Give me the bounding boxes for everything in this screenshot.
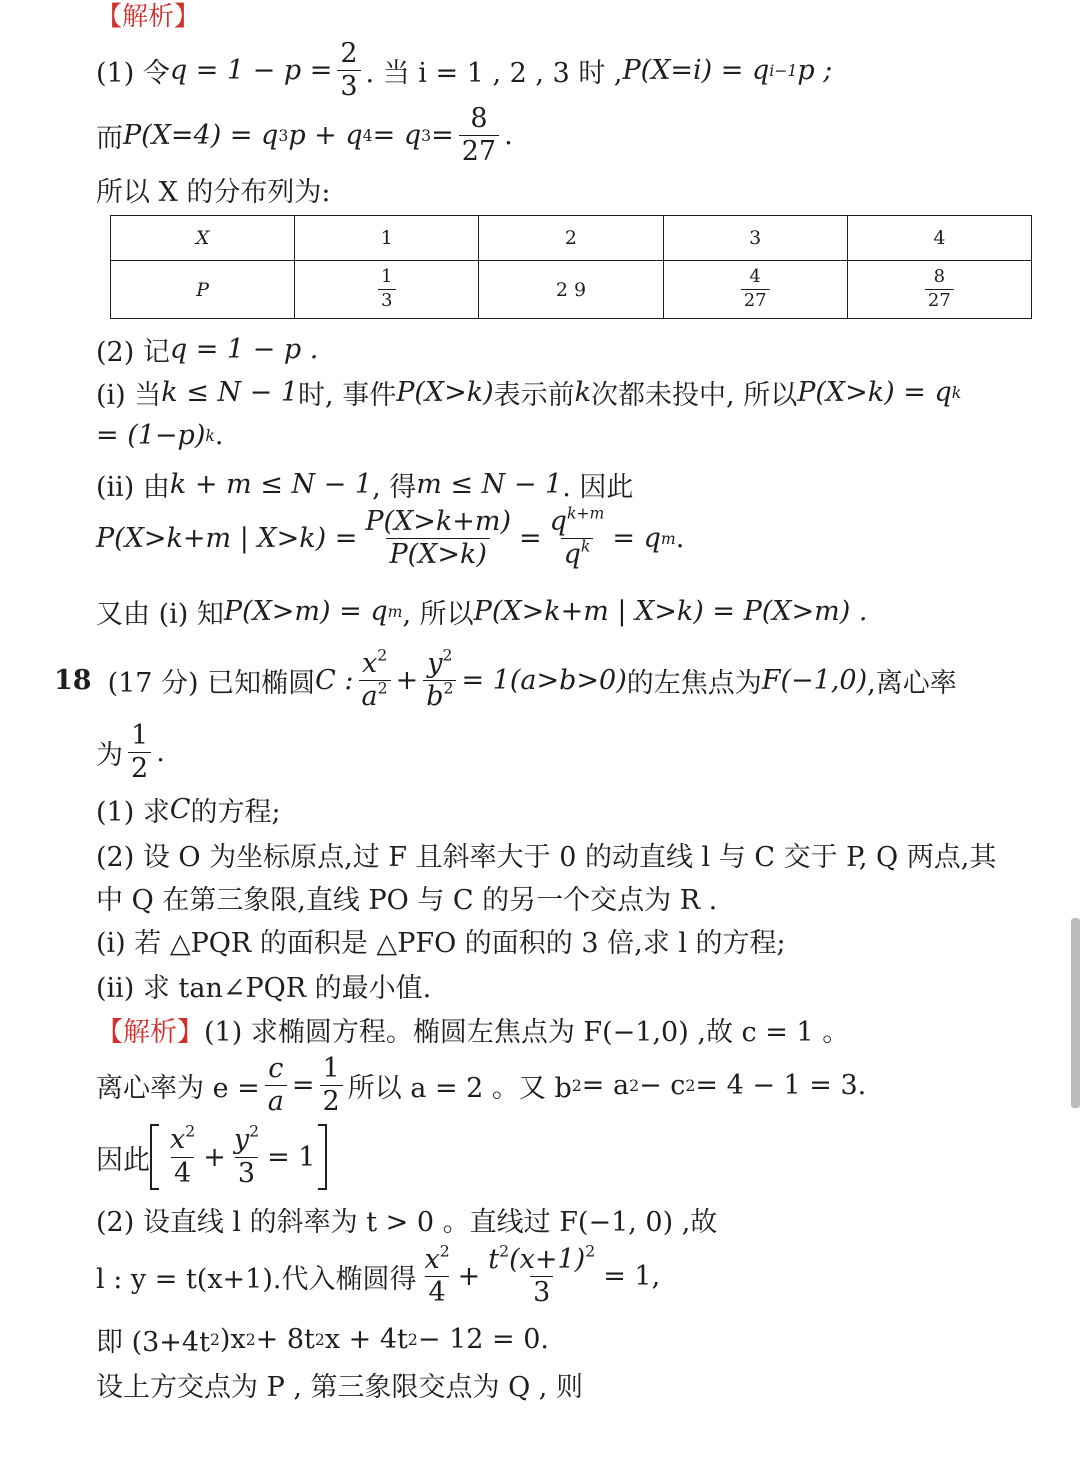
table-cell: 2 9: [479, 261, 663, 319]
scrollbar[interactable]: [1071, 918, 1080, 1108]
table-header-row: [111, 216, 1032, 261]
solution-line-7: (ii) 由 k + m ≤ N − 1 , 得 m ≤ N − 1 . 因此: [96, 469, 634, 503]
solution-18-line-7: 设上方交点为 P , 第三象限交点为 Q , 则: [96, 1372, 583, 1403]
solution-label: 【解析】: [96, 1017, 204, 1048]
left-bracket: [150, 1124, 159, 1190]
table-cell: 3: [663, 216, 847, 261]
table-cell: 4: [847, 216, 1031, 261]
solution-line-5: (i) 当 k ≤ N − 1 时, 事件 P(X>k) 表示前 k 次都未投中, 所以 P(X>k) = q k: [96, 377, 962, 411]
table-cell: $\frac{8}{27}$: [847, 261, 1031, 319]
section-label: 【解析】: [96, 2, 201, 32]
table-cell: 2: [479, 216, 663, 261]
conditional-probability-equation: P(X>k+m | X>k) = $\frac{P(X>k+m)}{P(X>k)}$ = $\frac{q^{k+m}}{q^k}$ = q m .: [96, 503, 685, 571]
fraction: $\frac{2}{3}$: [337, 40, 360, 102]
substitution-equation: l : y = t(x+1).代入椭圆得 $\frac{x^2}{4}$ + $\frac{t^2(x+1)^2}{3}$ = 1,: [96, 1241, 661, 1309]
solution-18-line-1: 【解析】 (1) 求椭圆方程。椭圆左焦点为 F(−1,0) ,故 c = 1 。: [96, 1010, 849, 1049]
solution-line-1: (1) 令 q = 1 − p = $\frac{2}{3}$ . 当 i = 1 , 2 , 3 时 , P(X=i) = q i−1 p ;: [96, 38, 833, 103]
question-18-part-1: (1) 求 C 的方程;: [96, 794, 281, 828]
question-number: 18: [54, 665, 92, 697]
table-cell: X: [111, 216, 295, 261]
solution-line-2: 而 P(X=4) = q 3 p + q 4 = q 3 = $\frac{8}{27}$ .: [96, 103, 513, 168]
table-cell: $\frac{1}{3}$: [295, 261, 479, 319]
question-18-part-2: (2) 设 O 为坐标原点,过 F 且斜率大于 0 的动直线 l 与 C 交于 P, Q 两点,其: [96, 842, 997, 873]
question-18-part-2-ii: (ii) 求 tan∠PQR 的最小值.: [96, 973, 432, 1004]
question-18-part-2-i: (i) 若 △PQR 的面积是 △PFO 的面积的 3 倍,求 l 的方程;: [96, 928, 786, 959]
solution-line-6: = (1−p) k .: [96, 420, 224, 451]
solution-18-line-4: (2) 设直线 l 的斜率为 t > 0 。直线过 F(−1, 0) ,故: [96, 1207, 718, 1238]
fraction: $\frac{8}{27}$: [459, 105, 499, 167]
quadratic-equation: 即 (3+4t 2 )x 2 + 8t 2 x + 4t 2 − 12 = 0.: [96, 1324, 549, 1358]
table-row: [111, 261, 1032, 319]
ellipse-equation-result: 因此 $\frac{x^2}{4}$ + $\frac{y^2}{3}$ = 1: [96, 1124, 327, 1190]
table-cell: 1: [295, 216, 479, 261]
distribution-table: [110, 215, 1032, 319]
solution-line-9: 又由 (i) 知 P(X>m) = q m , 所以 P(X>k+m | X>k) = P(X>m) .: [96, 596, 868, 630]
question-18-stem-cont: 为 $\frac{1}{2}$ .: [96, 720, 165, 785]
solution-line-3: 所以 X 的分布列为:: [96, 177, 331, 208]
solution-line-4: (2) 记 q = 1 − p .: [96, 334, 319, 368]
table-cell: $\frac{4}{27}$: [663, 261, 847, 319]
right-bracket: [318, 1124, 327, 1190]
solution-18-line-2: 离心率为 e = $\frac{c}{a}$ = $\frac{1}{2}$ 所以 a = 2 。又 b 2 = a 2 − c 2 = 4 − 1 = 3.: [96, 1053, 867, 1118]
question-18-stem: 18 (17 分) 已知椭圆 C : $\frac{x^2}{a^2}$ + $\frac{y^2}{b^2}$ = 1(a>b>0) 的左焦点为 F(−1,0) ,离心率: [54, 645, 957, 713]
question-18-part-2-cont: 中 Q 在第三象限,直线 PO 与 C 的另一个交点为 R .: [96, 885, 718, 916]
table-cell: P: [111, 261, 295, 319]
